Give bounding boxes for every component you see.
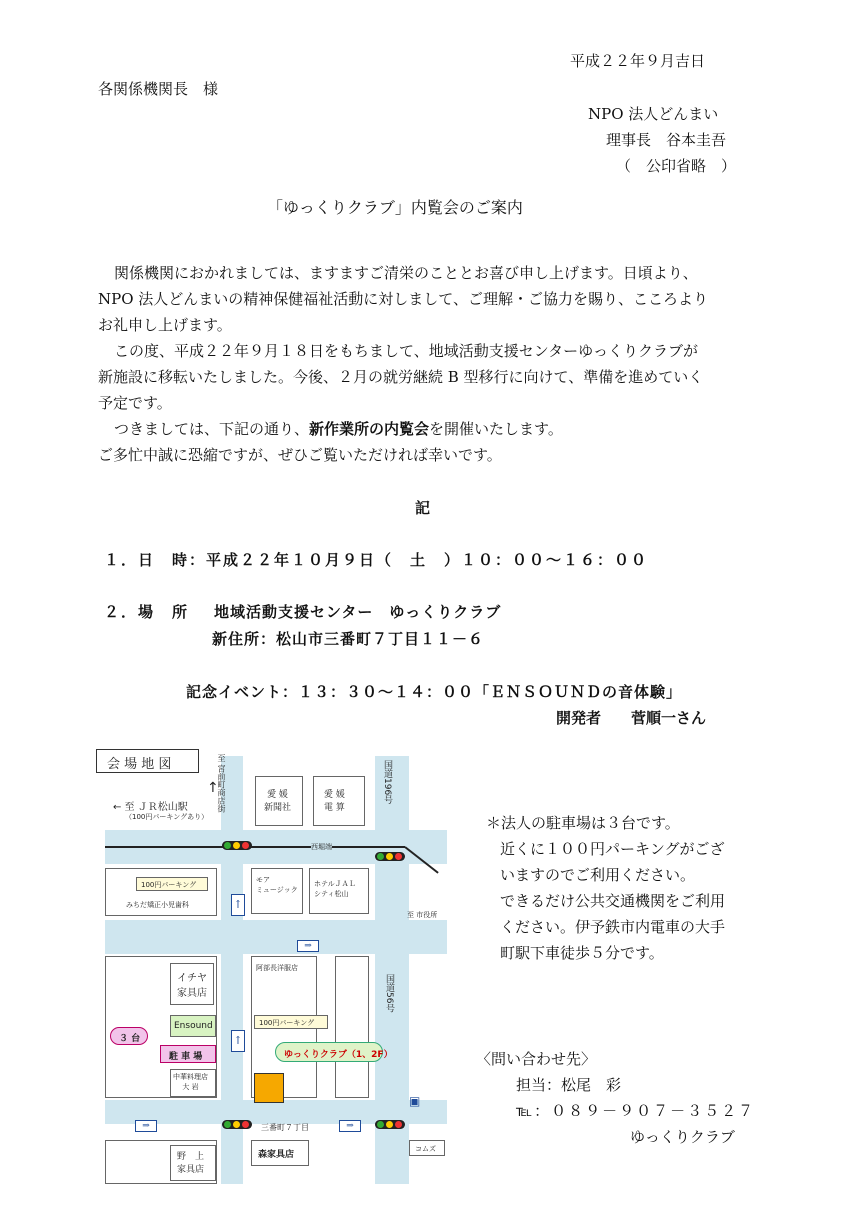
yukkuri-club-building — [254, 1073, 284, 1103]
body-p1-line1: 関係機関におかれましては、ますますご清栄のこととお喜び申し上げます。日頃より、 — [114, 264, 698, 282]
traffic-signal-icon — [222, 1120, 252, 1129]
place-label: ２．場 所 — [104, 603, 190, 621]
parking-100-b-label: 100円パーキング — [259, 1019, 315, 1027]
traffic-signal-icon — [375, 852, 405, 861]
ki-heading: 記 — [415, 499, 431, 517]
contact-tel: ℡：０８９－９０７－３５２７ — [516, 1102, 756, 1120]
block-chinese — [170, 1069, 216, 1097]
parking-note-label: （100円パーキングあり） — [125, 813, 209, 821]
ichiya-label: イチヤ 家具店 — [177, 973, 207, 999]
ehime-np-label: 愛 媛 新聞社 — [264, 790, 292, 813]
date-label: １．日 時： — [104, 551, 207, 569]
block-komuz — [409, 1140, 445, 1156]
parking-100-b — [254, 1015, 328, 1029]
route-56-label: 国道56号 — [384, 974, 394, 1013]
tram-line — [105, 846, 405, 848]
parking-count-bubble — [110, 1027, 148, 1045]
right-arrow-icon: ⇒ — [339, 1120, 361, 1132]
dental-label: みちだ矯正小児歯科 — [126, 901, 189, 909]
block-center — [251, 956, 317, 1098]
up-arrow-icon: ↑ — [207, 780, 219, 796]
contact-heading: 〈問い合わせ先〉 — [476, 1050, 597, 1068]
chairperson: 理事長 谷本圭吾 — [606, 131, 727, 149]
body-p3-pre: つきましては、下記の通り、 — [114, 420, 310, 438]
mori-label: 森家具店 — [258, 1150, 295, 1160]
block-moa — [251, 868, 303, 914]
right-arrow-icon: ⇒ — [297, 940, 319, 952]
block-hotel — [309, 868, 369, 914]
komuz-label: コムズ — [415, 1145, 436, 1153]
location-callout — [275, 1042, 393, 1062]
block-ehime-np — [255, 776, 303, 826]
parking-100-a-label: 100円パーキング — [141, 881, 197, 889]
block-center-right — [335, 956, 369, 1098]
sanbancho-label: 三番町７丁目 — [261, 1123, 309, 1132]
parking-100-a — [136, 877, 208, 891]
block-ensound — [170, 1015, 216, 1037]
body-p1-line3: お礼申し上げます。 — [98, 316, 232, 334]
document-title: 「ゆっくりクラブ」内覧会のご案内 — [267, 198, 523, 217]
traffic-signal-icon — [222, 841, 252, 850]
addressee: 各関係機関長 様 — [98, 80, 219, 98]
parking-info-l5: ください。伊予鉄市内電車の大手 — [500, 918, 726, 936]
tram-stop-icon: ▣ — [409, 1094, 421, 1108]
new-address: 新住所：松山市三番町７丁目１１－６ — [212, 630, 485, 648]
up-arrow-icon: ↑ — [231, 894, 245, 916]
moa-label: モア ミュージック — [256, 876, 298, 894]
body-p2-line3: 予定です。 — [98, 394, 172, 412]
parking-info-l2: 近くに１００円パーキングがござ — [500, 840, 725, 858]
body-p3-bold: 新作業所の内覧会 — [309, 420, 430, 438]
hotel-label: ホテルＪＡＬ シティ松山 — [314, 880, 356, 898]
developer-line: 開発者 菅順一さん — [556, 709, 707, 727]
seal-omitted: （ 公印省略 ） — [616, 157, 737, 175]
body-p3-post: を開催いたします。 — [429, 420, 563, 438]
abe-label: 阿部長洋服店 — [256, 964, 298, 972]
block-ehime-elec — [313, 776, 365, 826]
block-dental — [105, 868, 217, 916]
body-p2-line1: この度、平成２２年９月１８日をもちまして、地域活動支援センターゆっくりクラブが — [114, 342, 698, 360]
to-ginten-label: 至 宮前町商店街 — [217, 754, 226, 813]
up-arrow-icon: ↑ — [231, 1030, 245, 1052]
item-date — [104, 549, 648, 570]
venue-map — [105, 744, 447, 1184]
traffic-signal-icon — [375, 1120, 405, 1129]
ehime-elec-label: 愛 媛 電 算 — [324, 790, 345, 813]
nogami-label: 野 上 家具店 — [177, 1152, 205, 1175]
chinese-label: 中華料理店 大 岩 — [173, 1073, 208, 1091]
callout-label: ゆっくりクラブ（1、2F） — [284, 1050, 393, 1060]
event-line: 記念イベント：１３：３０～１４：００「ＥＮＳＯＵＮＤの音体験」 — [186, 683, 683, 701]
parking-info-l4: できるだけ公共交通機関をご利用 — [500, 892, 726, 910]
right-arrow-icon: ⇒ — [135, 1120, 157, 1132]
body-p3 — [114, 418, 563, 439]
map-title: 会 場 地 図 — [107, 757, 172, 772]
ensound-label: Ensound — [174, 1021, 213, 1031]
to-city-hall-label: 至 市役所 — [407, 911, 438, 919]
place-value: 地域活動支援センター ゆっくりクラブ — [214, 603, 502, 621]
map-title-box — [96, 749, 199, 773]
contact-org: ゆっくりクラブ — [630, 1128, 735, 1146]
body-p4: ご多忙中誠に恐縮ですが、ぜひご覧いただければ幸いです。 — [98, 446, 502, 464]
parking-info-l6: 町駅下車徒歩５分です。 — [500, 944, 664, 962]
parking-count: ３ 台 — [119, 1034, 141, 1044]
to-jr-label: ← 至 ＪＲ松山駅 — [113, 802, 188, 813]
org-name: NPO 法人どんまい — [588, 105, 719, 123]
block-parking-lot — [160, 1045, 216, 1063]
route-196-label: 国道196号 — [382, 760, 392, 805]
block-mori — [251, 1140, 309, 1166]
parking-lot-label: 駐 車 場 — [169, 1052, 203, 1062]
block-lower-left — [105, 956, 217, 1098]
nishihoribata-label: 西堀端 — [311, 843, 332, 851]
contact-person: 担当：松尾 彩 — [516, 1076, 622, 1094]
body-p2-line2: 新施設に移転いたしました。今後、２月の就労継続 B 型移行に向けて、準備を進めていく — [98, 368, 704, 386]
body-p1-line2: NPO 法人どんまいの精神保健福祉活動に対しまして、ご理解・ご協力を賜り、こころより — [98, 290, 708, 308]
date-value: 平成２２年１０月９日（ 土 ）１０：００～１６：００ — [206, 551, 649, 569]
parking-info-l3: いますのでご利用ください。 — [500, 866, 696, 884]
block-ichiya — [170, 963, 214, 1005]
parking-info-l1: ＊法人の駐車場は３台です。 — [486, 814, 680, 832]
document-date: 平成２２年９月吉日 — [570, 52, 706, 70]
block-bottom-left — [105, 1140, 217, 1184]
block-nogami — [170, 1145, 216, 1181]
